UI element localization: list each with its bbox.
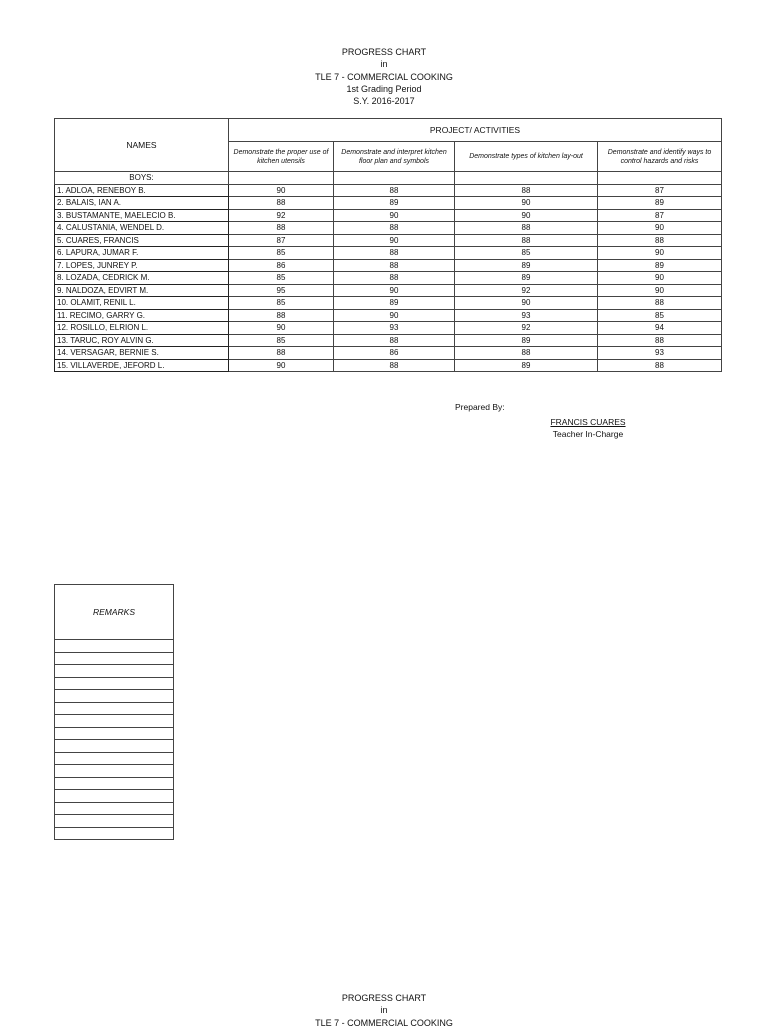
remarks-line bbox=[55, 815, 173, 828]
score-cell: 90 bbox=[229, 322, 334, 335]
student-name: 5. CUARES, FRANCIS bbox=[55, 234, 229, 247]
table-row bbox=[55, 284, 722, 297]
score-cell: 92 bbox=[455, 322, 598, 335]
remarks-line bbox=[55, 665, 173, 678]
score-cell: 88 bbox=[229, 197, 334, 210]
score-cell: 90 bbox=[334, 209, 455, 222]
score-cell: 90 bbox=[598, 284, 722, 297]
remarks-line bbox=[55, 678, 173, 691]
table-row bbox=[55, 272, 722, 285]
score-cell: 88 bbox=[229, 309, 334, 322]
score-cell: 86 bbox=[229, 259, 334, 272]
table-row bbox=[55, 322, 722, 335]
score-cell: 88 bbox=[334, 359, 455, 372]
teacher-role: Teacher In-Charge bbox=[552, 428, 624, 439]
page-header bbox=[0, 46, 768, 107]
student-name: 10. OLAMIT, RENIL L. bbox=[55, 297, 229, 310]
student-name: 8. LOZADA, CEDRICK M. bbox=[55, 272, 229, 285]
remarks-line bbox=[55, 715, 173, 728]
header-in: in bbox=[380, 59, 388, 70]
student-name: 15. VILLAVERDE, JEFORD L. bbox=[55, 359, 229, 372]
activity-header: Demonstrate the proper use of kitchen utensils bbox=[229, 142, 334, 172]
score-cell: 88 bbox=[334, 259, 455, 272]
remarks-line bbox=[55, 690, 173, 703]
header-school-year: S.Y. 2016-2017 bbox=[353, 96, 415, 107]
empty-cell bbox=[455, 172, 598, 185]
score-cell: 86 bbox=[334, 347, 455, 360]
score-cell: 85 bbox=[229, 272, 334, 285]
prepared-by-label: Prepared By: bbox=[455, 402, 505, 412]
score-cell: 90 bbox=[455, 209, 598, 222]
score-cell: 89 bbox=[455, 259, 598, 272]
score-cell: 85 bbox=[455, 247, 598, 260]
header-subject: TLE 7 - COMMERCIAL COOKING bbox=[315, 71, 453, 82]
header-title: PROGRESS CHART bbox=[341, 993, 427, 1003]
score-cell: 89 bbox=[455, 272, 598, 285]
project-activities-header: PROJECT/ ACTIVITIES bbox=[229, 119, 722, 142]
score-cell: 92 bbox=[455, 284, 598, 297]
remarks-line bbox=[55, 778, 173, 791]
score-cell: 90 bbox=[598, 247, 722, 260]
student-name: 13. TARUC, ROY ALVIN G. bbox=[55, 334, 229, 347]
score-cell: 93 bbox=[598, 347, 722, 360]
score-cell: 92 bbox=[229, 209, 334, 222]
table-row bbox=[55, 259, 722, 272]
score-cell: 90 bbox=[598, 272, 722, 285]
student-name: 6. LAPURA, JUMAR F. bbox=[55, 247, 229, 260]
remarks-line bbox=[55, 753, 173, 766]
score-cell: 88 bbox=[334, 247, 455, 260]
student-name: 14. VERSAGAR, BERNIE S. bbox=[55, 347, 229, 360]
score-cell: 89 bbox=[334, 197, 455, 210]
remarks-line bbox=[55, 765, 173, 778]
score-cell: 90 bbox=[229, 359, 334, 372]
score-cell: 88 bbox=[455, 222, 598, 235]
remarks-label: REMARKS bbox=[55, 585, 173, 640]
score-cell: 90 bbox=[455, 197, 598, 210]
score-cell: 88 bbox=[598, 297, 722, 310]
remarks-line bbox=[55, 790, 173, 803]
signature-block bbox=[540, 417, 636, 440]
remarks-box bbox=[54, 584, 174, 840]
score-cell: 93 bbox=[455, 309, 598, 322]
activity-header: Demonstrate and interpret kitchen floor plan and symbols bbox=[334, 142, 455, 172]
empty-cell bbox=[598, 172, 722, 185]
remarks-line bbox=[55, 828, 173, 840]
score-cell: 90 bbox=[334, 309, 455, 322]
group-label: BOYS: bbox=[55, 172, 229, 185]
student-name: 2. BALAIS, IAN A. bbox=[55, 197, 229, 210]
score-cell: 88 bbox=[334, 334, 455, 347]
table-row bbox=[55, 234, 722, 247]
empty-cell bbox=[229, 172, 334, 185]
student-name: 3. BUSTAMANTE, MAELECIO B. bbox=[55, 209, 229, 222]
names-header: NAMES bbox=[55, 119, 229, 172]
teacher-name: FRANCIS CUARES bbox=[550, 417, 626, 427]
table-row bbox=[55, 359, 722, 372]
table-row bbox=[55, 297, 722, 310]
activity-header: Demonstrate types of kitchen lay-out bbox=[455, 142, 598, 172]
score-cell: 88 bbox=[229, 222, 334, 235]
score-cell: 88 bbox=[229, 347, 334, 360]
score-cell: 85 bbox=[229, 297, 334, 310]
score-cell: 89 bbox=[455, 334, 598, 347]
score-cell: 87 bbox=[598, 184, 722, 197]
score-cell: 90 bbox=[229, 184, 334, 197]
remarks-line bbox=[55, 640, 173, 653]
score-cell: 94 bbox=[598, 322, 722, 335]
score-cell: 90 bbox=[334, 284, 455, 297]
score-cell: 88 bbox=[455, 234, 598, 247]
progress-table bbox=[54, 118, 722, 372]
table-row bbox=[55, 222, 722, 235]
header-title: PROGRESS CHART bbox=[341, 47, 427, 57]
score-cell: 89 bbox=[334, 297, 455, 310]
score-cell: 93 bbox=[334, 322, 455, 335]
score-cell: 90 bbox=[455, 297, 598, 310]
score-cell: 89 bbox=[598, 259, 722, 272]
table-row bbox=[55, 209, 722, 222]
score-cell: 88 bbox=[455, 347, 598, 360]
score-cell: 89 bbox=[598, 197, 722, 210]
score-cell: 88 bbox=[334, 272, 455, 285]
score-cell: 88 bbox=[455, 184, 598, 197]
score-cell: 85 bbox=[229, 334, 334, 347]
remarks-line bbox=[55, 740, 173, 753]
score-cell: 87 bbox=[229, 234, 334, 247]
table-row bbox=[55, 247, 722, 260]
remarks-line bbox=[55, 653, 173, 666]
score-cell: 88 bbox=[334, 184, 455, 197]
score-cell: 87 bbox=[598, 209, 722, 222]
score-cell: 88 bbox=[334, 222, 455, 235]
empty-cell bbox=[334, 172, 455, 185]
score-cell: 90 bbox=[598, 222, 722, 235]
remarks-line bbox=[55, 803, 173, 816]
header-in: in bbox=[380, 1005, 388, 1016]
student-name: 11. RECIMO, GARRY G. bbox=[55, 309, 229, 322]
activity-header: Demonstrate and identify ways to control hazards and risks bbox=[598, 142, 722, 172]
score-cell: 88 bbox=[598, 359, 722, 372]
table-row bbox=[55, 347, 722, 360]
table-row bbox=[55, 184, 722, 197]
remarks-line bbox=[55, 728, 173, 741]
score-cell: 90 bbox=[334, 234, 455, 247]
score-cell: 95 bbox=[229, 284, 334, 297]
score-cell: 89 bbox=[455, 359, 598, 372]
student-name: 4. CALUSTANIA, WENDEL D. bbox=[55, 222, 229, 235]
score-cell: 85 bbox=[229, 247, 334, 260]
score-cell: 85 bbox=[598, 309, 722, 322]
student-name: 12. ROSILLO, ELRION L. bbox=[55, 322, 229, 335]
header-period: 1st Grading Period bbox=[346, 83, 422, 94]
table-row bbox=[55, 309, 722, 322]
student-name: 9. NALDOZA, EDVIRT M. bbox=[55, 284, 229, 297]
student-name: 1. ADLOA, RENEBOY B. bbox=[55, 184, 229, 197]
next-page-header bbox=[0, 992, 768, 1029]
score-cell: 88 bbox=[598, 234, 722, 247]
header-subject: TLE 7 - COMMERCIAL COOKING bbox=[315, 1017, 453, 1028]
student-name: 7. LOPES, JUNREY P. bbox=[55, 259, 229, 272]
table-row bbox=[55, 197, 722, 210]
score-cell: 88 bbox=[598, 334, 722, 347]
remarks-line bbox=[55, 703, 173, 716]
table-row bbox=[55, 334, 722, 347]
